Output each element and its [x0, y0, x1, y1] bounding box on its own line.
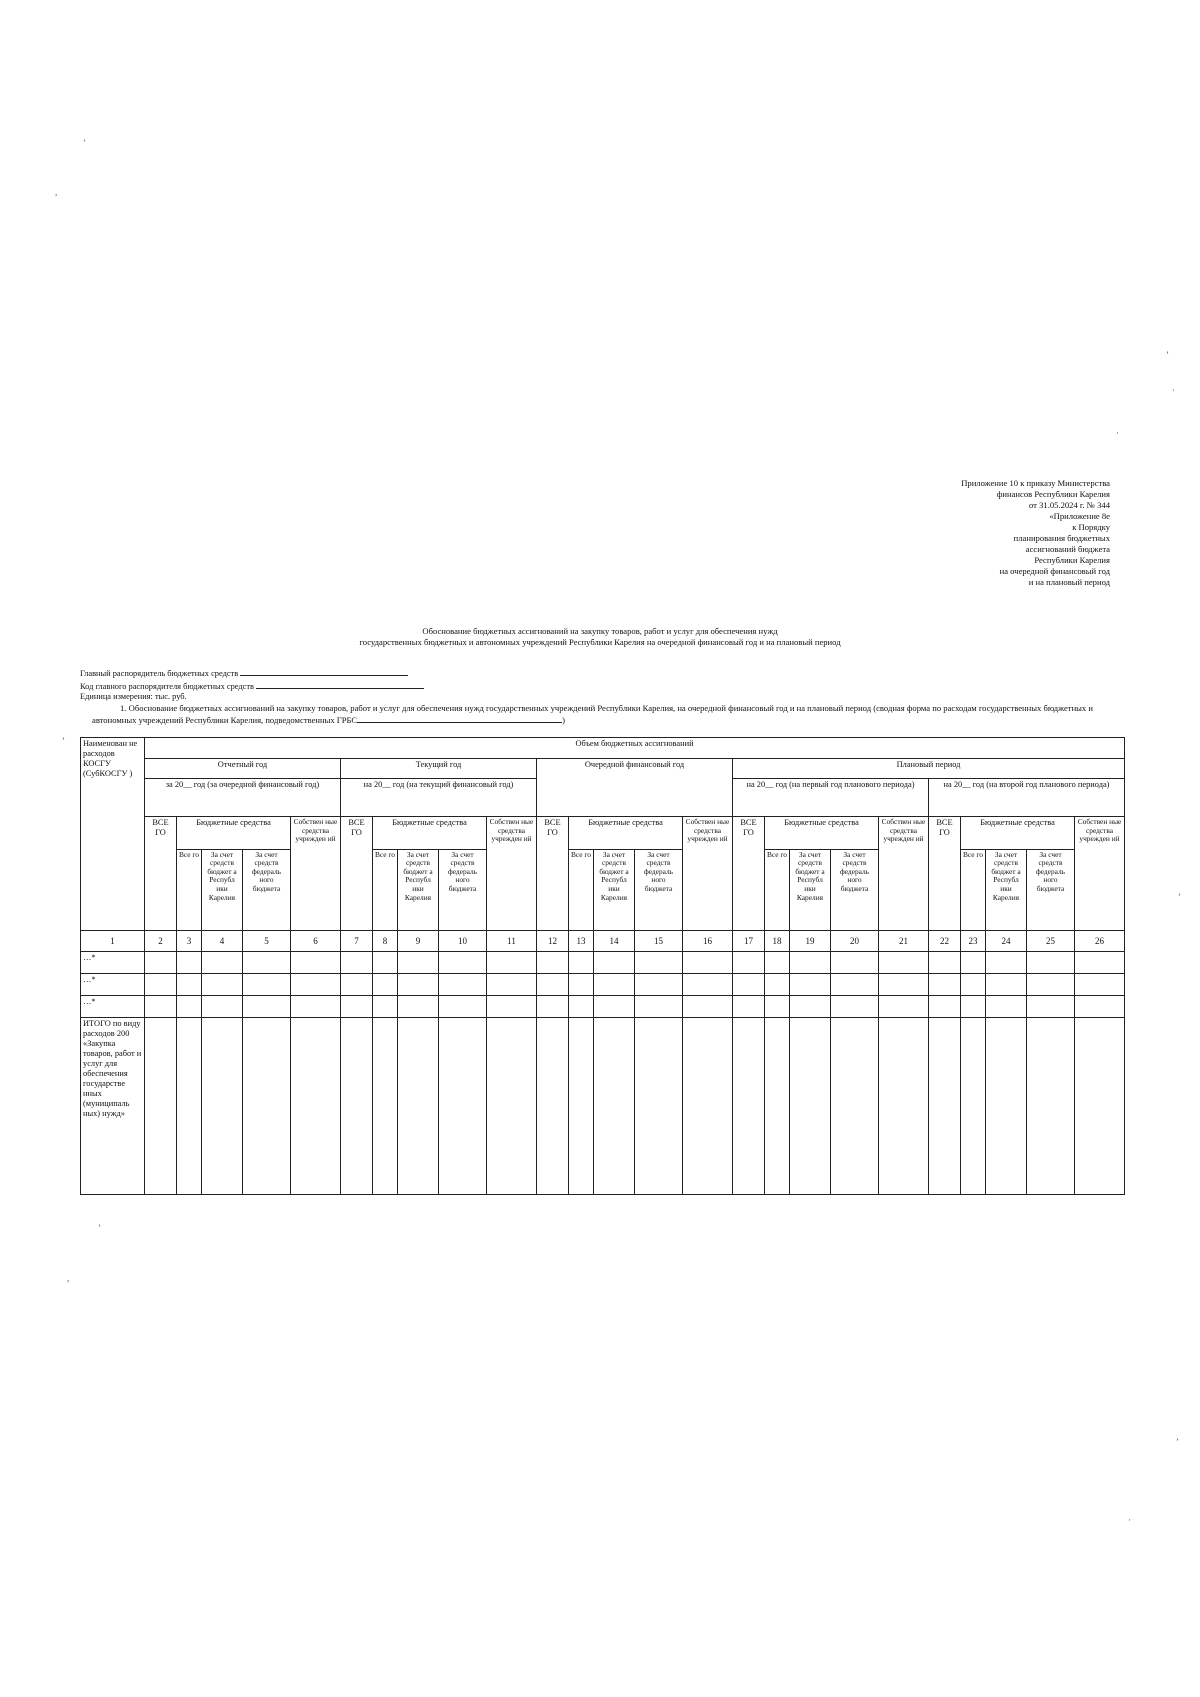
year-plan-1: на 20__ год (на первый год планового периода) [733, 778, 929, 817]
own-header: Собствен ные средства учрежден ий [291, 817, 341, 931]
scan-speck: ʼ [1166, 350, 1169, 360]
code-row [80, 680, 424, 693]
column-number: 15 [635, 930, 683, 951]
scan-speck: ʼ [98, 1223, 101, 1233]
column-number: 24 [986, 930, 1027, 951]
section-text: Обоснование бюджетных ассигнований на закупку товаров, работ и услуг для обеспечения нужд государственных учреждений Республики Карелия, на очередной финансовый год и на плановый период (сводная форма по расходам государственных бюджетных и автономных учреждений Республики Карелия, подведомственных ГРБС [92, 703, 1093, 725]
row-label: …* [81, 995, 145, 1017]
table-row [81, 951, 1125, 973]
scan-speck: ʼ [1178, 892, 1181, 902]
federal-header: За счет средств федераль ного бюджета [439, 849, 487, 930]
volume-header: Объем бюджетных ассигнований [145, 738, 1125, 759]
total-row-label: ИТОГО по виду расходов 200 «Закупка товаров, работ и услуг для обеспечения государстве нных (муниципаль ных) нужд» [81, 1017, 145, 1194]
approval-line: планирования бюджетных [1013, 533, 1110, 543]
unit-label: Единица измерения: тыс. руб. [80, 692, 187, 701]
all-header: Все го [569, 849, 594, 930]
approval-line: «Приложение 8е [1049, 511, 1110, 521]
row-label: …* [81, 973, 145, 995]
name-header-cell: Наименован не расходов КОСГУ (СубКОСГУ ) [81, 738, 145, 931]
federal-header: За счет средств федераль ного бюджета [635, 849, 683, 930]
code-label: Код главного распорядителя бюджетных средств [80, 681, 254, 691]
year-plan-2: на 20__ год (на второй год планового периода) [929, 778, 1125, 817]
all-header: Все го [765, 849, 790, 930]
approval-line: финансов Республики Карелия [996, 489, 1110, 499]
approval-line: Республики Карелия [1034, 555, 1110, 565]
column-number: 9 [398, 930, 439, 951]
column-number: 4 [202, 930, 243, 951]
column-number: 25 [1027, 930, 1075, 951]
table-row [81, 995, 1125, 1017]
federal-header: За счет средств федераль ного бюджета [1027, 849, 1075, 930]
own-header: Собствен ные средства учрежден ий [487, 817, 537, 931]
column-number: 18 [765, 930, 790, 951]
year-current: на 20__ год (на текущий финансовый год) [341, 778, 537, 817]
total-row [81, 1017, 1125, 1194]
budget-form-table [80, 737, 1125, 1195]
all-header: Все го [177, 849, 202, 930]
column-number: 21 [879, 930, 929, 951]
budget-header: Бюджетные средства [961, 817, 1075, 849]
total-header: ВСЕ ГО [341, 817, 373, 931]
own-header: Собствен ные средства учрежден ий [683, 817, 733, 931]
all-header: Все го [373, 849, 398, 930]
grbs-label: Главный распорядитель бюджетных средств [80, 669, 239, 678]
own-header: Собствен ные средства учрежден ий [1075, 817, 1125, 931]
total-header: ВСЕ ГО [145, 817, 177, 931]
column-number: 12 [537, 930, 569, 951]
unit-row [80, 692, 424, 703]
column-number: 10 [439, 930, 487, 951]
column-number: 2 [145, 930, 177, 951]
budget-header: Бюджетные средства [177, 817, 291, 849]
federal-header: За счет средств федераль ного бюджета [831, 849, 879, 930]
title-line-2: государственных бюджетных и автономных учреждений Республики Карелия на очередной финансовый год и на плановый период [359, 637, 841, 647]
scan-speck: · [1128, 1515, 1131, 1525]
period-plan: Плановый период [733, 758, 1125, 778]
column-number: 13 [569, 930, 594, 951]
year-report: за 20__ год (за очередной финансовый год) [145, 778, 341, 817]
scan-speck: , [67, 1273, 70, 1283]
scan-speck: ʼ [1176, 1437, 1179, 1447]
column-number: 7 [341, 930, 373, 951]
rk-header: За счет средств бюджет а Республ ики Карелия [986, 849, 1027, 930]
federal-header: За счет средств федераль ного бюджета [243, 849, 291, 930]
period-report: Отчетный год [145, 758, 341, 778]
section-heading [92, 703, 1112, 726]
scan-speck: ʼ [83, 138, 86, 148]
scan-speck: , [55, 187, 58, 197]
column-number: 19 [790, 930, 831, 951]
approval-line: и на плановый период [1028, 577, 1110, 587]
approval-line: Приложение 10 к приказу Министерства [961, 478, 1110, 488]
approval-line: ассигнований бюджета [1025, 544, 1110, 554]
total-header: ВСЕ ГО [537, 817, 569, 931]
period-next-header [537, 758, 733, 816]
section-number: 1. [120, 703, 127, 713]
column-number: 6 [291, 930, 341, 951]
column-number-row [81, 930, 1125, 951]
title-line-1: Обоснование бюджетных ассигнований на закупку товаров, работ и услуг для обеспечения нужд [422, 626, 778, 636]
section-close: ) [562, 715, 566, 725]
total-header: ВСЕ ГО [733, 817, 765, 931]
row-label: …* [81, 951, 145, 973]
all-header: Все го [961, 849, 986, 930]
column-number: 8 [373, 930, 398, 951]
grbs-fill-line [240, 667, 408, 676]
budget-header: Бюджетные средства [569, 817, 683, 849]
period-next: Очередной финансовый год [584, 759, 685, 769]
grbs-row [80, 667, 424, 680]
column-number: 3 [177, 930, 202, 951]
column-number: 17 [733, 930, 765, 951]
column-number: 14 [594, 930, 635, 951]
scan-speck: · [1172, 385, 1175, 395]
rk-header: За счет средств бюджет а Республ ики Карелия [790, 849, 831, 930]
column-number: 11 [487, 930, 537, 951]
meta-block [80, 667, 424, 703]
column-number: 26 [1075, 930, 1125, 951]
column-number: 5 [243, 930, 291, 951]
own-header: Собствен ные средства учрежден ий [879, 817, 929, 931]
rk-header: За счет средств бюджет а Республ ики Карелия [594, 849, 635, 930]
period-current: Текущий год [341, 758, 537, 778]
column-number: 23 [961, 930, 986, 951]
column-number: 16 [683, 930, 733, 951]
column-number: 1 [81, 930, 145, 951]
code-fill-line [256, 680, 424, 689]
scan-speck: · [1116, 428, 1119, 438]
column-number: 22 [929, 930, 961, 951]
approval-line: от 31.05.2024 г. № 344 [1029, 500, 1110, 510]
budget-header: Бюджетные средства [373, 817, 487, 849]
table-row [81, 973, 1125, 995]
approval-line: на очередной финансовый год [999, 566, 1110, 576]
approval-block [880, 478, 1110, 588]
document-title [240, 626, 960, 648]
approval-line: к Порядку [1072, 522, 1110, 532]
rk-header: За счет средств бюджет а Республ ики Карелия [202, 849, 243, 930]
budget-header: Бюджетные средства [765, 817, 879, 849]
rk-header: За счет средств бюджет а Республ ики Карелия [398, 849, 439, 930]
section-fill-line [357, 714, 562, 723]
column-number: 20 [831, 930, 879, 951]
total-header: ВСЕ ГО [929, 817, 961, 931]
scan-speck: ʼ [62, 736, 65, 746]
